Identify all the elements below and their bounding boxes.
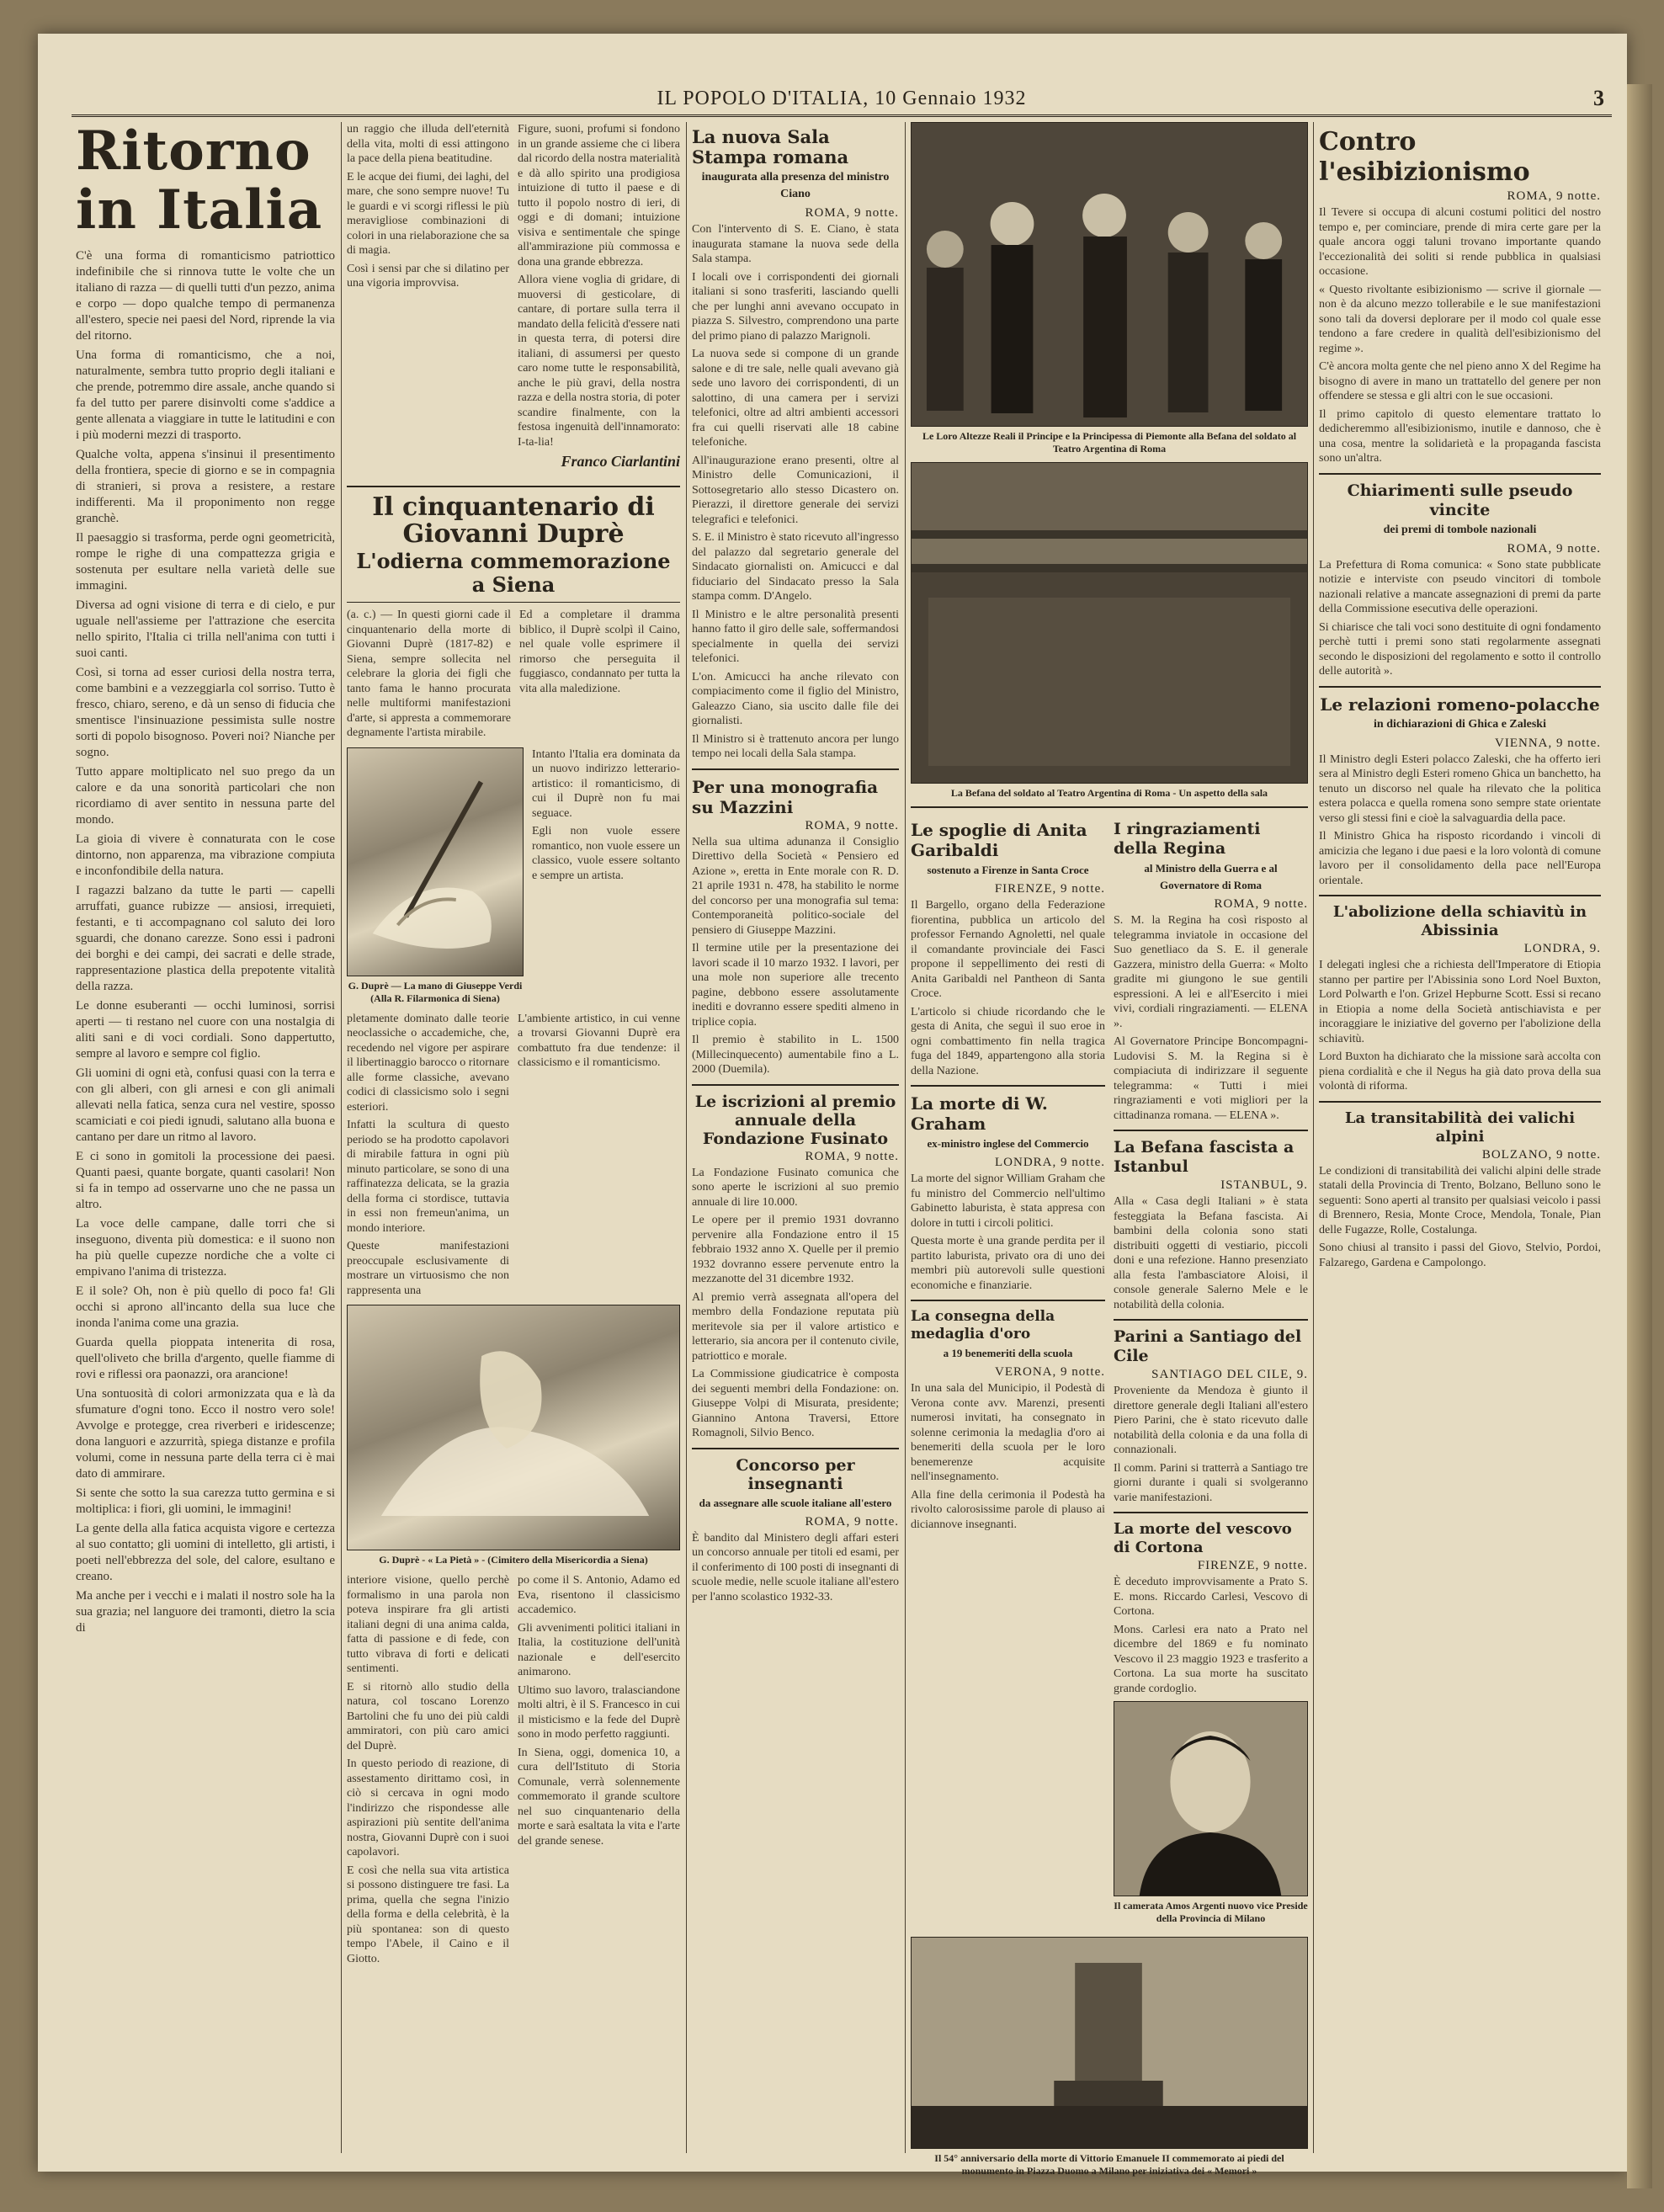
section-divider [347,602,680,603]
article-paragraph: Il termine utile per la presentazione dei lavori scade il 10 marzo 1932. I lavori, per una mole non superiore alle trecento pagine, debbono essere assolutamente inediti e dovranno essere spediti almeno in triplice copia. [692,942,899,1029]
article-paragraph: Proveniente da Mendoza è giunto il direttore generale degli Italiani all'estero Piero Parini, che è stato ricevuto dalle notabilità della colonia e da una folla di connazionali. [1114,1385,1308,1456]
article-paragraph: In questo periodo di reazione, di assestamento dirittamo così, in ciò si cercava in ogni modo l'indirizzo che rispondesse alle aspirazioni più sentite dell'anima nostra, Giovanni Duprè con i suoi capolavori. [347,1757,509,1858]
article-paragraph: Le condizioni di transitabilità dei valichi alpini delle strade statali della Provincia di Trento, Bolzano, Belluno sono le seguenti: Sono aperti al transito per qualsiasi veicolo i passi di Brennero, Resia, Monte Croce, Mendola, Tonale, Pian delle Fugazze, Rolle, Costalunga. [1319,1164,1601,1236]
portrait-illustration [1114,1702,1307,1896]
consegna-headline: La consegna della medaglia d'oro [911,1308,1055,1343]
article-paragraph: Mons. Carlesi era nato a Prato nel dicembre del 1869 e fu nominato Vescovo il 23 maggio 1923 e trasferito a Cortona. La sua morte ha suscitato grande cordoglio. [1114,1623,1308,1695]
esibizionismo-headline: Contro l'esibizionismo [1319,127,1530,187]
article-paragraph: Questa morte è una grande perdita per il partito laburista, privato ora di uno dei membri più autorevoli sulle questioni economiche e finanziarie. [911,1235,1105,1292]
dateline: VIENNA, 9 notte. [1495,736,1601,750]
article-paragraph: Infatti la scultura di questo periodo se ha prodotto capolavori di mirabile fattura in ogni più minuto particolare, se sono di una raffinatezza delicata, se la grazia della forma ci stordisce, tuttavia in essi non fremeun'anima, un mondo interiore. [347,1119,509,1235]
article-paragraph: La gente della alla fatica acquista vigore e certezza al suo contatto; gli uomini di intelletto, gli artisti, i poeti nell'ebbrezza del sole, del calore, esultano e creano. [76,1522,335,1583]
photo-caption: Le Loro Altezze Reali il Principe e la Principessa di Piemonte alla Befana del soldato al Teatro Argentina di Roma [922,430,1297,455]
article-paragraph: Ma anche per i vecchi e i malati il nostro sole ha la sua grazia; nel languore dei tramonti, dietro la scia di [76,1589,335,1635]
article-paragraph: E così che nella sua vita artistica si possono distinguere tre fasi. La prima, quella che segna l'inizio della forma e della celebrità, è la più spontanea: son di questo tempo l'Abele, il Caino e il Giotto. [347,1864,509,1965]
sala-stampa-headline: La nuova Sala Stampa romana [692,126,849,167]
article-paragraph: C'è una forma di romanticismo patriottico indefinibile che si rinnova tutte le volte che un italiano di razza — di quelli tutti d'un pezzo, anima e corpo — dopo qualche tempo di permanenza all'estero, specie nei paesi del Nord, riprende la via del ritorno. [76,249,335,343]
ritorno-headline: Ritorno in Italia [76,120,323,242]
article-paragraph: L'on. Amicucci ha anche rilevato con compiacimento come il figlio del Ministro, Galeazzo Ciano, sia uscito dalle file dei giornalisti. [692,670,899,727]
article-paragraph: Egli non vuole essere romantico, non vuole essere un classico, vuole essere soltanto e sempre un artista. [532,825,680,882]
article-paragraph: S. M. la Regina ha così risposto al telegramma inviatole in occasione del Suo genetliaco da S. E. il generale Gazzera, ministro della Guerra: « Molto gradite mi giungono le sue gentili espressioni. A lei e all'Esercito i miei vivi, cordiali ringraziamenti. — ELENA ». [1114,914,1308,1030]
befana-royals-photo [911,122,1308,427]
article-paragraph: È deceduto improvvisamente a Prato S. E. mons. Riccardo Carlesi, Vescovo di Cortona. [1114,1576,1308,1618]
article-paragraph: Il Ministro e le altre personalità presenti hanno fatto il giro delle sale, soffermandosi specialmente in quella dei servizi telefonici. [692,608,899,665]
article-paragraph: Con l'intervento di S. E. Ciano, è stata inaugurata stamane la nuova sede della Sala stampa. [692,223,899,265]
article-paragraph: Così, si torna ad esser curiosi della nostra terra, come bambini e a vezzeggiarla col sorriso. Tutto è fresco, chiaro, sereno, e dà un senso di fiducia che smentisce l'insinuazione pessimista sulle nostre sorti di popolo bisognoso. Poveri noi? Nianche per sogno. [76,666,335,759]
section-divider [911,1300,1105,1301]
article-paragraph: Sono chiusi al transito i passi del Giovo, Stelvio, Pordoi, Falzarego, Gardena e Campolongo. [1319,1242,1601,1269]
news-column-7 [1319,122,1601,2153]
dateline: ROMA, 9 notte. [805,818,899,832]
romeno-headline: Le relazioni romeno-polacche [1320,694,1600,715]
article-paragraph: I delegati inglesi che a richiesta dell'Imperatore di Etiopia stanno per partire per l'Abissinia sono Lord Noel Buxton, Lord Polwarth e l'on. Grizel Hepburne Scott. Essi si recano in Etiopia a nome della Società antischiavista e per incoraggiare le iniziative del governo per l'abolizione della schiavitù. [1319,959,1601,1045]
graham-subheadline: ex-ministro inglese del Commercio [927,1137,1089,1150]
hand-of-verdi-photo [347,747,524,976]
article-paragraph: La nuova sede si compone di un grande salone e di tre sale, nelle quali avevano già sede uno lavoro dei corrispondenti, di un salottino, di una camera per i servizi telefonici, oltre ad altri ambienti accessori fra cui quelli riservati alle 18 cabine telefoniche. [692,348,899,449]
dateline: ROMA, 9 notte. [1214,897,1308,911]
article-paragraph: Il Bargello, organo della Federazione fiorentina, pubblica un articolo del professor Fernando Agnoletti, nel quale il comandante provinciale dei Fasci propone il seppellimento dei resti di Anita Garibaldi nel Pantheon di Santa Croce. [911,899,1105,1000]
article-paragraph: È bandito dal Ministero degli affari esteri un concorso annuale per titoli ed esami, per il conferimento di 100 posti di insegnanti di scuole medie, nelle scuole italiane all'estero per l'anno scolastico 1932-33. [692,1531,899,1603]
article-paragraph: Il Ministro si è trattenuto ancora per lungo tempo nei locali della Sala stampa. [692,732,899,760]
article-paragraph: Il paesaggio si trasforma, perde ogni geometricità, rompe le righe di una compattezza grigia e sostenuta per esultare nella varietà delle sue immagini. [76,531,335,593]
photo-caption: Il 54° anniversario della morte di Vittorio Emanuele II commemorato ai piedi del monumento in Piazza Duomo a Milano per iniziativa dei « Memori » [934,2152,1284,2177]
author-signature: Franco Ciarlantini [561,453,680,470]
article-paragraph: Tutto appare moltiplicato nel suo prego da un calore e da una sonorità particolari che non ricordiamo di aver sentito in nessuna parte del mondo. [76,765,335,827]
article-paragraph: La Commissione giudicatrice è composta dei seguenti membri della Fondazione: on. Giuseppe Volpi di Misurata, presidente; Giannino Antona Traversi, Ettore Romagnoli, Silvio Benco. [692,1368,899,1439]
befana-hall-photo [911,462,1308,784]
article-paragraph: La gioia di vivere è connaturata con le cose dintorno, non apparenza, ma vibrazione compiuta e inconfondibile della natura. [76,832,335,878]
article-paragraph: Le opere per il premio 1931 dovranno pervenire alla Fondazione entro il 15 febbraio 1932 anno X. Quelle per il premio 1932 dovranno essere pervenute entro la mezzanotte del 31 dicembre 1932. [692,1214,899,1285]
masthead [72,84,1612,117]
section-divider [1114,1319,1308,1321]
article-paragraph: L'articolo si chiude ricordando che le gesta di Anita, che seguì il suo eroe in ogni combattimento fin nella tragica fuga del 1849, appartengono alla storia della Nazione. [911,1005,1105,1077]
article-paragraph: In Siena, oggi, domenica 10, a cura dell'Istituto di Storia Comunale, verrà solennemente commemorato il grande scultore nel suo cinquantenario della morte e sarà esaltata la vita e l'arte del grande senese. [518,1746,680,1848]
monument-illustration [912,1938,1307,2148]
article-paragraph: Una sontuosità di colori armonizzata qua e là da sfumature d'ogni tono. Ecco il nostro vero sole! Avvolge e protegge, crea riverberi e iridescenze; dona languori e azzurrità, spiega distanze e profila volumi, come in nessuna parte della terra ci è mai dato di ammirare. [76,1387,335,1481]
article-paragraph: po come il S. Antonio, Adamo ed Eva, risentono il classicismo accademico. [518,1574,680,1616]
news-column-4 [692,122,899,2153]
article-paragraph: E si ritornò allo studio della natura, col toscano Lorenzo Bartolini che fu uno dei più caldi ammiratori, con più caro amici del Duprè. [347,1680,509,1752]
article-paragraph: Il Ministro degli Esteri polacco Zaleski, che ha offerto ieri sera al Ministro degli Esteri romeno Ghica un banchetto, ha tenuto un discorso nel quale ha rilevato che la politica estera polacca e quella romena sono sempre state orientate verso gli stessi fini e cioè la salvaguardia della pace. [1319,752,1601,825]
dateline: FIRENZE, 9 notte. [1197,1559,1308,1572]
article-paragraph: pletamente dominato dalle teorie neoclassiche o accademiche, che, recedendo nel vigore per aspirare il libertinaggio barocco o ritornare alle forme classiche, avevano codici di classicismo solo i segni esteriori. [347,1012,509,1114]
regina-headline: I ringraziamenti della Regina [1114,820,1261,858]
garibaldi-subheadline: sostenuto a Firenze in Santa Croce [927,864,1089,876]
dupre-subheadline: L'odierna commemorazione a Siena [356,549,671,597]
article-paragraph: L'ambiente artistico, in cui venne a trovarsi Giovanni Duprè era combattuto fra due tendenze: il classicismo e il romanticismo. [518,1012,680,1069]
photo-caption: Il camerata Amos Argenti nuovo vice Preside della Provincia di Milano [1114,1900,1308,1924]
ritorno-column [76,122,335,2153]
article-paragraph: All'inaugurazione erano presenti, oltre al Ministro delle Comunicazioni, il Sottosegretario allo stesso Dicastero on. Pierazzi, il direttore generale dei servizi telegrafici e telefonici. [692,454,899,526]
photo-caption: G. Duprè — La mano di Giuseppe Verdi (Alla R. Filarmonica di Siena) [348,979,523,1004]
romeno-subheadline: in dichiarazioni di Ghica e Zaleski [1374,717,1546,731]
dateline: ROMA, 9 notte. [1507,189,1601,203]
article-paragraph: Al premio verrà assegnata all'opera del membro della Fondazione reputata più meritevole sia per il valore artistico e letterario, sia ancora per il contenuto civile, patriottico e morale. [692,1290,899,1363]
article-paragraph: Alla « Casa degli Italiani » è stata festeggiata la Befana fascista. Ai bambini della colonia sono stati distribuiti oggetti di vestiario, piccoli doni e una refezione. Hanno presenziato alla festa l'ambasciatore Aloisi, il console generale Salerno Mele e le notabilità della colonia. [1114,1195,1308,1311]
section-divider [1319,1101,1601,1103]
vittorio-emanuele-photo [911,1937,1308,2149]
article-paragraph: Alla fine della cerimonia il Podestà ha rivolto calorosissime parole di plauso ai diciannove insegnanti. [911,1488,1105,1531]
dateline: VERONA, 9 notte. [995,1365,1105,1379]
garibaldi-headline: Le spoglie di Anita Garibaldi [911,820,1087,860]
article-paragraph: La Prefettura di Roma comunica: « Sono state pubblicate notizie e interviste con pseudo vincitori di tombole nazionali relative a mancate assegnazioni di premi da parte della Commissione esecutiva delle operazioni. [1319,558,1601,615]
column-rule [1313,122,1314,2153]
article-paragraph: Il premio è stabilito in L. 1500 (Millecinquecento) aumentabile fino a L. 2000 (Duemila). [692,1034,899,1076]
article-paragraph: Ultimo suo lavoro, tralasciandone molti altri, è il S. Francesco in cui il misticismo e la fede del Duprè sono in modo perfetto raggiunti. [518,1683,680,1741]
article-paragraph: Una forma di romanticismo, che a noi, naturalmente, sembra tutto proprio degli italiani e che prende, potremmo dire assale, anche quando si fa del tutto per parere disinvolti come s'addice a gente allenata a viaggiare in tutte le latitudini e con i più moderni mezzi di trasporto. [76,348,335,442]
article-paragraph: E il sole? Oh, non è più quello di poco fa! Gli occhi si aprono all'incanto della sua luce che inonda l'anima come una grazia. [76,1284,335,1330]
section-divider [1319,895,1601,896]
fusinato-headline: Le iscrizioni al premio annuale della Fondazione Fusinato [694,1092,896,1148]
insegnanti-headline: Concorso per insegnanti [736,1455,855,1493]
article-paragraph: « Questo rivoltante esibizionismo — scrive il giornale — non è da alcuno mezzo tollerabile e le sue manifestazioni sono tali da doversi deplorare per il modo col quale esse tendono a fare credere in qualità dell'esibizionismo del regime ». [1319,283,1601,355]
dateline: FIRENZE, 9 notte. [994,882,1105,896]
insegnanti-subheadline: da assegnare alle scuole italiane all'estero [699,1496,892,1509]
section-divider [911,806,1308,808]
section-divider [911,1085,1105,1087]
masthead-title: IL POPOLO D'ITALIA, 10 Gennaio 1932 [657,88,1027,109]
la-pieta-photo [347,1305,680,1550]
article-paragraph: Si chiarisce che tali voci sono destituite di ogni fondamento perchè tutti i premi sono stati regolarmente assegnati secondo le disposizioni del regolamento e sotto il controllo delle autorità ». [1319,620,1601,678]
article-paragraph: Il comm. Parini si tratterrà a Santiago tre giorni durante i quali si svolgeranno varie manifestazioni. [1114,1461,1308,1504]
article-paragraph: (a. c.) — In questi giorni cade il cinquantenario della morte di Giovanni Duprè (1817-82) e Siena, sempre sollecita nel celebrare la gloria dei figli che tanto fama le hanno procurata nelle multiformi manifestazioni d'arte, si appresta a commemorare degnamente l'artista mirabile. [347,609,511,739]
article-paragraph: Ed a completare il dramma biblico, il Duprè scolpì il Caino, nel quale volle esprimere il rimorso che perseguita il fuggiasco, condannato per tutta la vita alla maledizione. [519,609,680,695]
crowd-illustration [912,123,1307,426]
article-paragraph: Gli uomini di ogni età, confusi quasi con la terra e con gli alberi, con gli arnesi e con gli animali allevati nella fatica, senza cura nel vestire, sposso scamiciati e coi piedi ignudi, salutano alla buona e cantano per dare un ritmo al lavoro. [76,1066,335,1144]
article-paragraph: Gli avvenimenti politici italiani in Italia, la costituzione dell'unità nazionale e dell'esercito animarono. [518,1621,680,1678]
parini-headline: Parini a Santiago del Cile [1114,1327,1302,1365]
column-rule [686,122,687,2153]
column-rule [341,122,342,2153]
dateline: BOLZANO, 9 notte. [1481,1147,1601,1162]
section-divider [692,1084,899,1086]
section-divider [692,768,899,770]
article-paragraph: interiore visione, quello perchè formalismo in una parola non poteva inspirare fra gli artisti italiani degni di una anima calda, fatta di passione e di fede, con tutto vibrava di forti e delicati sentimenti. [347,1574,509,1675]
section-divider [692,1448,899,1449]
photo-caption: G. Duprè - « La Pietà » - (Cimitero della Misericordia a Siena) [379,1554,648,1566]
schiavitu-headline: L'abolizione della schiavitù in Abissinia [1332,903,1587,939]
article-paragraph: I locali ove i corrispondenti dei giornali italiani si sono trasferiti, lasciando quelli che per lunghi anni avevano occupato in piazza S. Silvestro, comprendono una parte del primo piano di palazzo Marignoli. [692,270,899,343]
article-paragraph: Le donne esuberanti — occhi luminosi, sorrisi aperti — ti restano nel cuore con una nostalgia di aliti sani e di voci cordiali. Sono dappertutto, sempre al lavoro e sempre col figlio. [76,999,335,1061]
section-divider [347,486,680,487]
article-paragraph: Figure, suoni, profumi si fondono in un grande assieme che ci libera dal ricordo della nostra materialità e dà allo spirito una prodigiosa intuizione di tutto il paese e di tutto il popolo nostro di ieri, di oggi e di domani; intuizione visiva e sentimentale che spinge all'ammirazione più commossa e dona una grande ebbrezza. [518,123,680,269]
news-column-5-6 [911,122,1308,2177]
article-paragraph: La voce delle campane, dalle torri che si inseguono, diventa più domestica: e il suono non ha più quelle cupezze nordiche che a volte ci empivano l'anima di tristezza. [76,1217,335,1279]
article-paragraph: In una sala del Municipio, il Podestà di Verona conte avv. Marenzi, presenti numerosi invitati, ha consegnato in solenne cerimonia la medaglia d'oro ai benemeriti della scuola per le loro benemerenze acquisite nell'insegnamento. [911,1382,1105,1483]
article-paragraph: Si sente che sotto la sua carezza tutto germina e si moltiplica: i fiori, gli uomini, le immagini! [76,1486,335,1516]
dateline: ROMA, 9 notte. [805,1514,899,1529]
article-paragraph: Il primo capitolo di questo elementare trattato lo dedicheremmo all'esibizionismo, inutile e dannoso, che è una cosa, mentre la solidarietà e la propaganda fascista sono un'altra. [1319,407,1601,465]
article-paragraph: Guarda quella pioppata intenerita di rosa, quell'oliveto che brilla d'argento, quelle fiamme di rovi e riflessi ora paonazzi, ora arancione! [76,1336,335,1381]
article-paragraph: Così i sensi par che si dilatino per una vigoria improvvisa. [347,262,509,290]
argenti-portrait-photo [1114,1701,1308,1896]
article-paragraph: Allora viene voglia di gridare, di muoversi di gesticolare, di cantare, di portare sulla terra il mandato della felicità d'essere nati in questa terra, di potersi dire italiani, di assumersi per questo caro nome tutte le responsabilità, anche le più gravi, della nostra razza e della nostra storia, di poter scandire finalmente, con la festosa ingenuità dell'innamorato: I-ta-lia! [518,274,680,449]
regina-subheadline: al Ministro della Guerra e al Governatore di Roma [1144,862,1278,891]
article-paragraph: C'è ancora molta gente che nel pieno anno X del Regime ha bisogno di avere in mano un trattatello del genere per non offendere se stessa e gli altri con le sue occasioni. [1319,360,1601,402]
photo-caption: La Befana del soldato al Teatro Argentina di Roma - Un aspetto della sala [950,787,1268,799]
article-paragraph: Queste manifestazioni preoccupale esclusivamente di mostrare un virtuosismo che non rappresenta una [347,1240,509,1297]
next-page-edge [1627,84,1652,2188]
article-paragraph: S. E. il Ministro è stato ricevuto all'ingresso del palazzo dal segretario generale del Sindacato giornalisti on. Amicucci e dal fiduciario del Sindacato presso la Sala stampa comm. D'Angelo. [692,531,899,603]
article-paragraph: Intanto l'Italia era dominata da un nuovo indirizzo letterario-artistico: il romanticismo, di cui il Duprè non fu mai seguace. [532,747,680,820]
consegna-subheadline: a 19 benemeriti della scuola [943,1347,1073,1359]
dateline: ROMA, 9 notte. [805,206,899,220]
sculpture-illustration [348,748,523,976]
section-divider [1319,686,1601,688]
dateline: ROMA, 9 notte. [1507,541,1601,556]
tombole-subheadline: dei premi di tombole nazionali [1383,523,1537,536]
dateline: LONDRA, 9. [1523,942,1601,955]
page-number: 3 [1593,86,1605,110]
sala-stampa-subheadline: inaugurata alla presenza del ministro Ciano [701,171,890,200]
befana-istanbul-headline: La Befana fascista a Istanbul [1114,1138,1295,1176]
article-paragraph: Qualche volta, appena s'insinui il presentimento della frontiera, specie di giorno e se in compagnia di stranieri, si prova a resistere, a restare indifferenti. Ma il proponimento non regge granchè. [76,448,335,525]
dateline: ROMA, 9 notte. [805,1149,899,1163]
section-divider [1114,1512,1308,1513]
article-paragraph: Al Governatore Principe Boncompagni-Ludovisi S. M. la Regina si è compiaciuta di indirizzare il seguente telegramma: « Tutti i miei ringraziamenti e voti migliori per la cittadinanza romana. — ELENA ». [1114,1035,1308,1122]
dateline: ISTANBUL, 9. [1220,1178,1308,1192]
section-divider [1319,473,1601,475]
dupre-headline: Il cinquantenario di Giovanni Duprè [372,492,655,549]
valichi-headline: La transitabilità dei valichi alpini [1344,1109,1576,1146]
article-paragraph: E le acque dei fiumi, dei laghi, del mare, che sono sempre nuove! Tu le guardi e vi scorgi riflessi le più meravigliose combinazioni di colori in una rielaborazione che sa di magia. [347,170,509,257]
theater-illustration [912,463,1307,783]
tombole-headline: Chiarimenti sulle pseudo vincite [1347,481,1573,519]
dupre-column [347,122,680,2153]
dateline: LONDRA, 9 notte. [995,1156,1105,1169]
article-paragraph: un raggio che illuda dell'eternità della vita, molti di essi attingono la pace della piena beatitudine. [347,123,509,165]
article-paragraph: Lord Buxton ha dichiarato che la missione sarà accolta con piena cordialità e che il Negus ha già dato prova della sua volontà di riforma. [1319,1050,1601,1093]
column-rule [905,122,906,2153]
article-paragraph: Nella sua ultima adunanza il Consiglio Direttivo della Società « Pensiero ed Azione », eretta in Ente morale con R. D. 21 aprile 1931 n. 478, ha stabilito le norme del concorso per una monografia sul tema: Contemporaneità politico-sociale del pensiero di Giuseppe Mazzini. [692,835,899,937]
cortona-headline: La morte del vescovo di Cortona [1114,1520,1292,1556]
article-paragraph: I ragazzi balzano da tutte le parti — capelli arruffati, guance rubizze — ansiosi, irrequieti, festanti, e ti accompagnano col saluto dei loro sguardi, che donano carezze. Sono essi i padroni dei borghi e dei campi, dei sacrati e delle strade, rappresentazione plastica della prepotente vitalità della razza. [76,884,335,993]
article-paragraph: La Fondazione Fusinato comunica che sono aperte le iscrizioni al suo premio annuale di lire 10.000. [692,1166,899,1209]
dateline: SANTIAGO DEL CILE, 9. [1151,1368,1308,1381]
graham-headline: La morte di W. Graham [911,1093,1048,1134]
article-paragraph: E ci sono in gomitoli la processione dei paesi. Quanti paesi, quante borgate, quanti casolari! Non si fa in tempo ad osservarne uno che ne passa un altro. [76,1150,335,1211]
article-paragraph: Il Ministro Ghica ha risposto ricordando i vincoli di amicizia che legano i due paesi e la loro volontà di comune lavoro per il consolidamento della pace nell'Europa orientale. [1319,830,1601,887]
sculpture-illustration [348,1305,679,1550]
section-divider [1114,1130,1308,1131]
article-paragraph: Diversa ad ogni visione di terra e di cielo, e pur uguale nell'assieme per l'attrazione che esercita nello spirito, l'Italia ci trilla nell'anima con tutti i suoi canti. [76,598,335,660]
mazzini-headline: Per una monografia su Mazzini [692,776,879,817]
article-paragraph: Il Tevere si occupa di alcuni costumi politici del nostro tempo e, per cominciare, prende di mira certe gare per la quale ancora oggi taluni trovano importante quando l'eccezionalità dei soliti si rende pubblica in qualsiasi occasione. [1319,206,1601,278]
article-paragraph: La morte del signor William Graham che fu ministro del Commercio nell'ultimo Gabinetto laburista, è stata appresa con dolore in tutti i circoli politici. [911,1172,1105,1230]
